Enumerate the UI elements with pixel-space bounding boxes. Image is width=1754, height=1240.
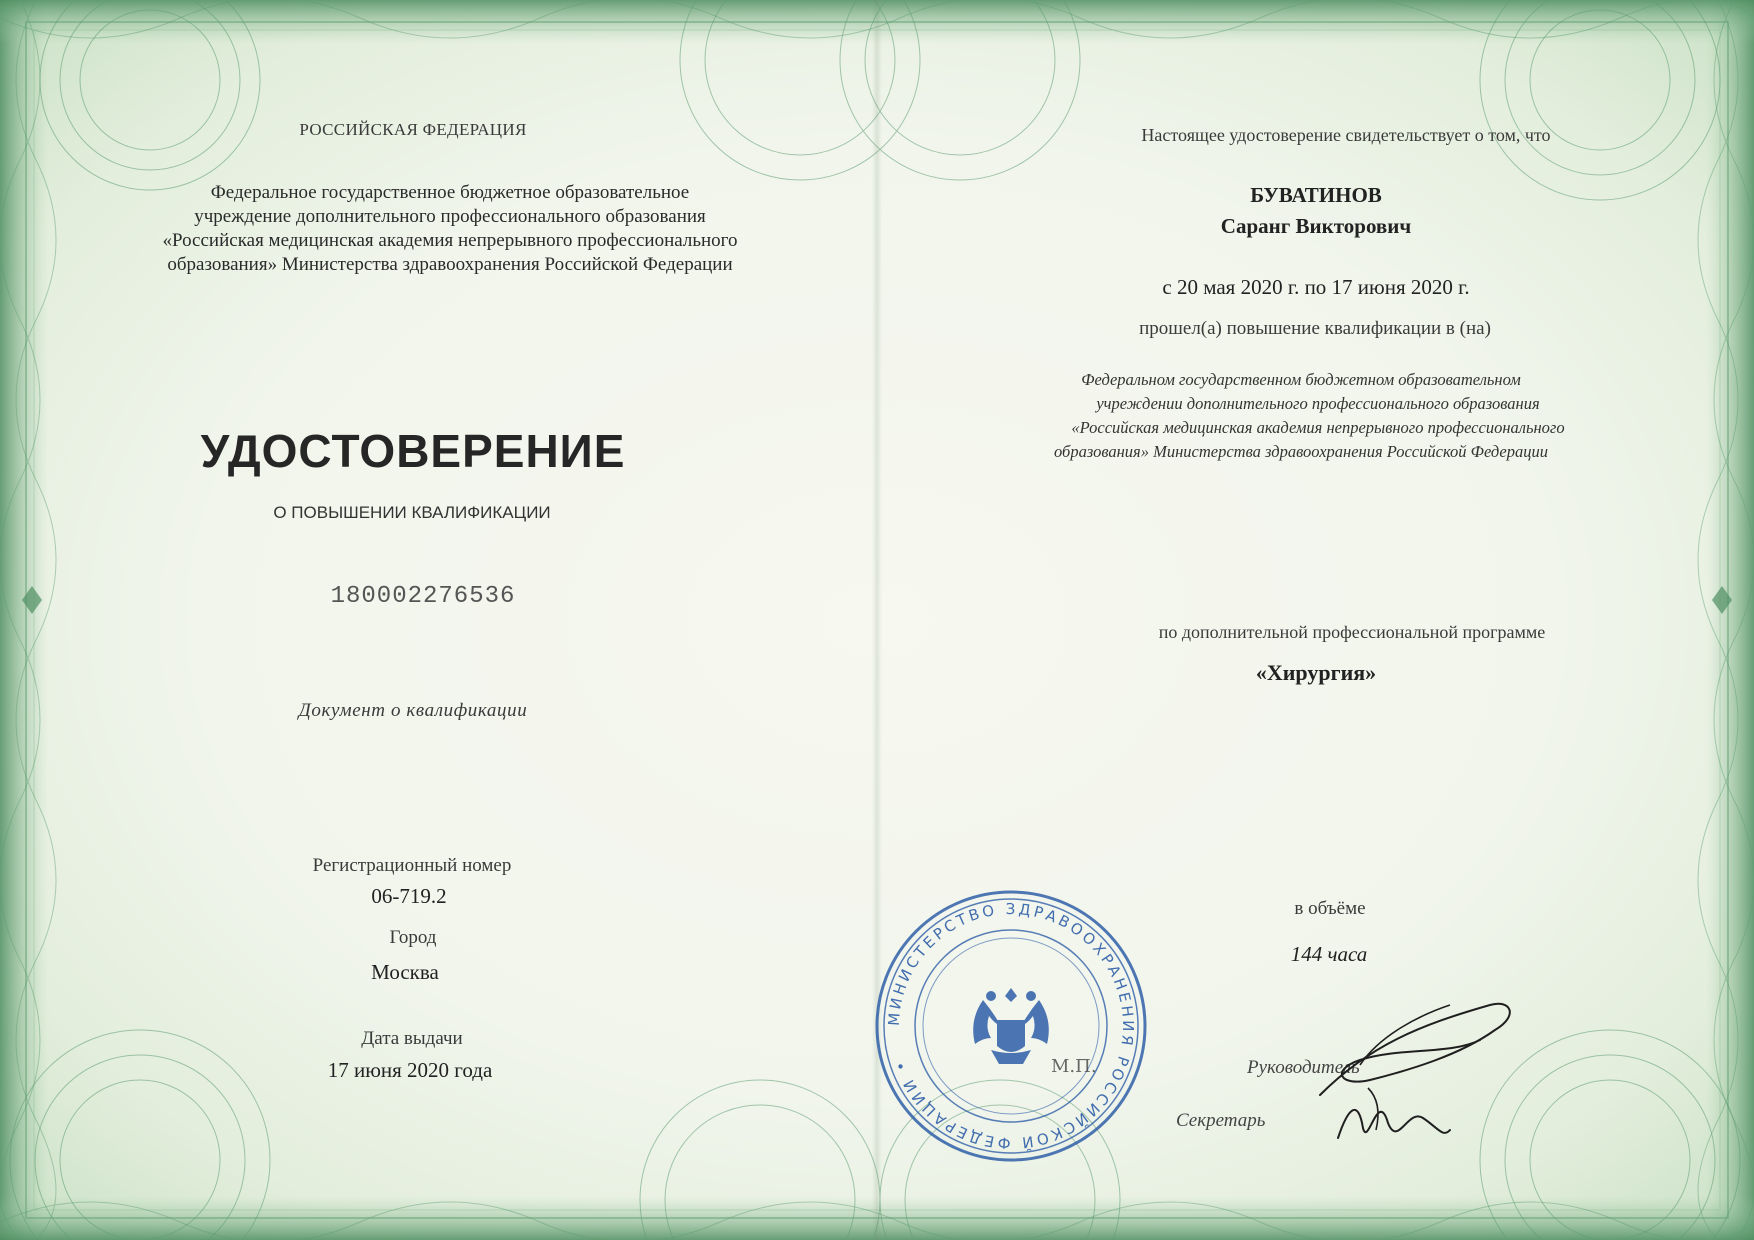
head-signature-label: Руководитель [1247,1057,1360,1078]
issue-date-label: Дата выдачи [361,1028,463,1049]
certifies-intro: Настоящее удостоверение свидетельствует о том, что [1141,125,1551,145]
city-label: Город [389,927,437,948]
document-title: УДОСТОВЕРЕНИЕ [200,425,626,477]
completion-statement: прошел(а) повышение квалификации в (на) [1139,318,1491,339]
official-seal [873,888,1149,1164]
issuer-line-4: образования» Министерства здравоохранения Российской Федерации [167,254,733,275]
document-number: 180002276536 [330,583,516,610]
registration-label: Регистрационный номер [312,855,512,876]
volume-label: в объёме [1294,898,1366,919]
training-period: с 20 мая 2020 г. по 17 июня 2020 г. [1162,275,1470,299]
holder-given-names: Саранг Викторович [1220,214,1412,238]
city-value: Москва [371,960,439,984]
document-type: Документ о квалификации [298,700,528,721]
issue-date-value: 17 июня 2020 года [327,1058,493,1082]
secretary-signature [1328,1068,1458,1158]
svg-text:МИНИСТЕРСТВО ЗДРАВООХРАНЕНИЯ Р: МИНИСТЕРСТВО ЗДРАВООХРАНЕНИЯ РОССИЙСКОЙ ФЕДЕРАЦИИ • [884,899,1138,1153]
registration-number: 06-719.2 [371,884,447,908]
document-subtitle: О ПОВЫШЕНИИ КВАЛИФИКАЦИИ [273,503,551,522]
volume-value: 144 часа [1290,942,1368,966]
program-intro: по дополнительной профессиональной программе [1158,622,1546,642]
holder-surname: БУВАТИНОВ [1250,183,1382,207]
program-name: «Хирургия» [1255,660,1377,685]
country-heading: РОССИЙСКАЯ ФЕДЕРАЦИЯ [299,120,527,139]
trainer-org-line-1: Федеральном государственном бюджетном образовательном [1081,370,1521,389]
issuer-line-2: учреждение дополнительного профессионального образования [194,206,706,227]
trainer-org-line-2: учреждении дополнительного профессионального образования [1096,394,1540,413]
trainer-org-line-3: «Российская медицинская академия непрерывного профессионального [1071,418,1565,437]
trainer-org-line-4: образования» Министерства здравоохранения Российской Федерации [1054,442,1548,461]
stamp-place-mark: М.П. [1051,1056,1097,1077]
issuer-line-1: Федеральное государственное бюджетное образовательное [210,182,690,203]
secretary-signature-label: Секретарь [1176,1110,1266,1131]
issuer-line-3: «Российская медицинская академия непрерывного профессионального [162,230,738,251]
